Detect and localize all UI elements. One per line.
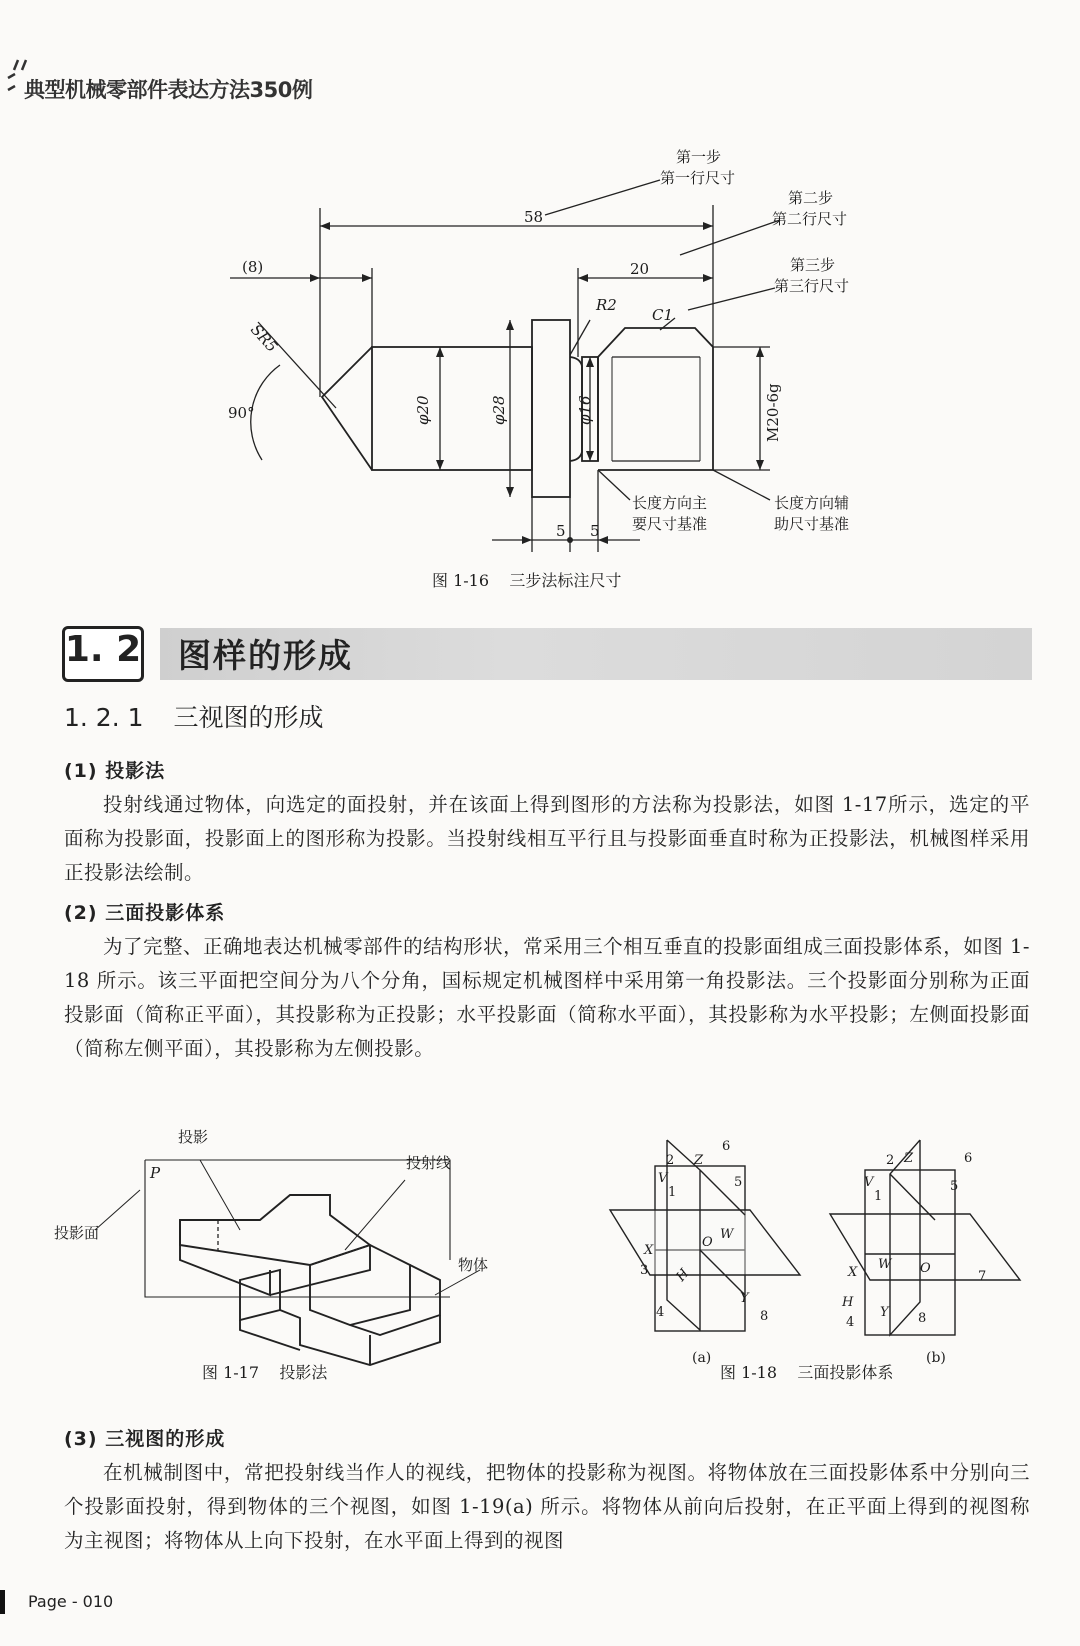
note-aux-a: 长度方向辅	[774, 494, 850, 512]
a-o: O	[702, 1235, 713, 1250]
note-main-a: 长度方向主	[632, 494, 708, 512]
b-h: H	[842, 1295, 854, 1310]
a-x: X	[644, 1243, 654, 1258]
dim-phi20: φ20	[414, 395, 432, 425]
item3-heading: (3) 三视图的形成	[64, 1428, 226, 1450]
note-step1a: 第一步	[676, 148, 722, 166]
b-n7: 7	[978, 1269, 987, 1284]
dim-angle: 90°	[228, 404, 255, 422]
a-n3: 3	[640, 1263, 649, 1278]
b-n1: 1	[874, 1189, 883, 1204]
b-o: O	[920, 1261, 931, 1276]
item2-paragraph: 为了完整、正确地表达机械零部件的结构形状，常采用三个相互垂直的投影面组成三面投影体系，如图 1-18 所示。该三平面把空间分为八个分角，国标规定机械图样中采用第一角投影法。三个投影面分别称为正面投影面（简称正平面），其投影称为正投影；水平投影面（简称水平面），其投影称为水平投影；左侧面投影面（简称左侧平面），其投影称为左侧投影。	[64, 935, 1030, 1060]
figure-1-18	[600, 1130, 1040, 1390]
figure-1-18-caption: 图 1-18 三面投影体系	[720, 1363, 894, 1382]
dim-phi16: φ16	[576, 395, 594, 425]
b-w: W	[878, 1257, 892, 1272]
b-n8: 8	[918, 1311, 927, 1326]
a-n4: 4	[656, 1305, 665, 1320]
note-step2a: 第二步	[788, 189, 834, 207]
a-n8: 8	[760, 1309, 769, 1324]
figure-1-18-sub-a: (a)	[692, 1350, 712, 1366]
book-title: 典型机械零部件表达方法350例	[24, 78, 313, 102]
b-n5: 5	[950, 1179, 959, 1194]
label-p: P	[150, 1164, 161, 1182]
dim-phi28: φ28	[490, 395, 508, 425]
a-n5: 5	[734, 1175, 743, 1190]
a-z: Z	[694, 1153, 704, 1168]
dim-thread: M20-6g	[764, 383, 782, 442]
note-step3a: 第三步	[790, 256, 836, 274]
b-n2: 2	[886, 1153, 895, 1168]
figure-1-17	[40, 1120, 560, 1380]
figure-1-16-caption: 图 1-16 三步法标注尺寸	[432, 571, 622, 590]
b-y: Y	[880, 1305, 889, 1320]
dim-5b: 5	[590, 522, 600, 540]
item1-paragraph: 投射线通过物体，向选定的面投射，并在该面上得到图形的方法称为投影法，如图 1-17所示，选定的平面称为投影面，投影面上的图形称为投影。当投射线相互平行且与投影面垂直时称为正投影法，机械图样采用正投影法绘制。	[64, 793, 1030, 884]
subsection-title: 三视图的形成	[173, 703, 324, 732]
section-number: 1. 2	[64, 629, 142, 670]
figure-1-17-caption: 图 1-17 投影法	[202, 1363, 328, 1380]
subsection-number: 1. 2. 1	[64, 703, 144, 732]
a-w: W	[720, 1227, 734, 1242]
a-n1: 1	[668, 1185, 677, 1200]
note-step1b: 第一行尺寸	[660, 169, 736, 187]
a-y: Y	[740, 1291, 749, 1306]
note-step2b: 第二行尺寸	[772, 210, 848, 228]
b-n4: 4	[846, 1315, 855, 1330]
label-projection: 投影	[178, 1128, 209, 1146]
item1-heading: (1) 投影法	[64, 760, 166, 782]
figure-1-16	[0, 140, 1080, 600]
a-v: V	[658, 1171, 668, 1186]
label-ray: 投射线	[406, 1154, 452, 1172]
b-z: Z	[904, 1151, 914, 1166]
a-n2: 2	[666, 1153, 675, 1168]
dim-20: 20	[630, 260, 650, 278]
label-plane: 投影面	[54, 1224, 100, 1242]
label-object: 物体	[458, 1256, 489, 1274]
dim-sr5: SR5	[247, 320, 282, 356]
item3-paragraph: 在机械制图中，常把投射线当作人的视线，把物体的投影称为视图。将物体放在三面投影体系中分别向三个投影面投射，得到物体的三个视图，如图 1-19(a) 所示。将物体从前向后投射，在正平面上得到的视图称为主视图；将物体从上向下投射，在水平面上得到的视图	[64, 1461, 1030, 1552]
item2-heading: (2) 三面投影体系	[64, 902, 226, 924]
note-main-b: 要尺寸基准	[632, 515, 708, 533]
a-h: H	[673, 1266, 693, 1285]
page-number: Page - 010	[28, 1592, 114, 1611]
subsection-heading	[64, 698, 324, 734]
dim-r2: R2	[596, 296, 617, 314]
a-n6: 6	[722, 1139, 731, 1154]
footer-bar	[0, 1590, 5, 1614]
dim-8: (8)	[242, 258, 264, 276]
note-aux-b: 助尺寸基准	[774, 515, 850, 533]
dim-c1: C1	[652, 306, 674, 324]
b-n6: 6	[964, 1151, 973, 1166]
dim-5a: 5	[556, 522, 566, 540]
b-x: X	[848, 1265, 858, 1280]
note-step3b: 第三行尺寸	[774, 277, 850, 295]
figure-1-18-sub-b: (b)	[926, 1350, 946, 1366]
b-v: V	[864, 1175, 874, 1190]
dim-58: 58	[524, 208, 544, 226]
section-title: 图样的形成	[178, 636, 353, 675]
